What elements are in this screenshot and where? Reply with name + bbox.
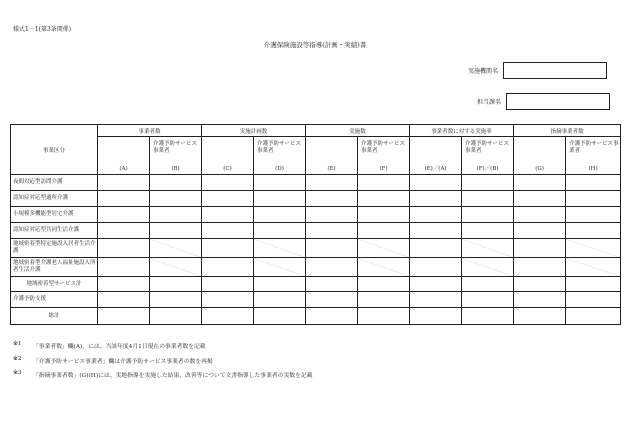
row-label: 地域密着型特定施設入居者生活介護 — [11, 239, 98, 258]
data-cell[interactable] — [98, 223, 150, 239]
group-title: 事業者数に対する実施率 — [410, 125, 514, 137]
row-label: 介護予防支援 — [11, 292, 98, 308]
data-cell[interactable] — [410, 277, 462, 292]
data-cell[interactable] — [202, 191, 254, 207]
data-cell[interactable] — [254, 258, 306, 277]
data-cell[interactable] — [98, 239, 150, 258]
data-cell[interactable] — [306, 292, 358, 308]
data-cell[interactable] — [410, 207, 462, 223]
note: ※3 「指摘事業者数」(G)(H)には、実地指導を実施した結果、改善等について文書指導した事業者の実数を記載 — [13, 370, 313, 379]
group-title: 指摘事業者数 — [514, 125, 621, 137]
group-title: 実施計画数 — [202, 125, 306, 137]
data-cell[interactable] — [150, 223, 202, 239]
data-cell[interactable] — [514, 308, 566, 325]
row-label: 小規模多機能型居宅介護 — [11, 207, 98, 223]
department-name-input[interactable] — [506, 93, 610, 110]
code-a-cell: (E) — [306, 137, 358, 175]
table-row — [11, 239, 621, 258]
data-cell[interactable] — [306, 207, 358, 223]
row-header: 事業区分 — [11, 125, 98, 175]
sub-header-cell: 介護予防サービス事業者 (B) — [150, 137, 202, 175]
data-cell[interactable] — [202, 258, 254, 277]
data-cell[interactable] — [566, 308, 621, 325]
data-cell[interactable] — [462, 292, 514, 308]
note: ※1 「事業者数」欄(A)、には、当該年度4月1日現在の事業者数を記載 — [13, 341, 206, 350]
data-cell[interactable] — [306, 239, 358, 258]
data-cell[interactable] — [150, 207, 202, 223]
data-cell[interactable] — [254, 239, 306, 258]
data-cell[interactable] — [462, 277, 514, 292]
table-row — [11, 277, 621, 292]
data-cell[interactable] — [98, 292, 150, 308]
data-cell[interactable] — [358, 207, 410, 223]
data-cell[interactable] — [254, 175, 306, 191]
data-cell[interactable] — [358, 191, 410, 207]
data-cell[interactable] — [150, 308, 202, 325]
data-cell[interactable] — [306, 308, 358, 325]
document-title: 介護保険施設等指導(計画・実績)書 — [263, 41, 367, 49]
data-cell[interactable] — [462, 239, 514, 258]
data-cell[interactable] — [410, 292, 462, 308]
sub-header-cell: 介護予防サービス事業者 (H) — [566, 137, 621, 175]
data-cell[interactable] — [202, 207, 254, 223]
table-row — [11, 258, 621, 277]
data-cell[interactable] — [566, 175, 621, 191]
table-row — [11, 292, 621, 308]
data-cell[interactable] — [150, 191, 202, 207]
code-a-cell: (C) — [202, 137, 254, 175]
data-cell[interactable] — [254, 292, 306, 308]
data-cell[interactable] — [514, 258, 566, 277]
code-a-cell: (E)／(A) — [410, 137, 462, 175]
code-a-cell: (G) — [514, 137, 566, 175]
agency-name-field — [468, 62, 607, 79]
row-label: 地域密着型介護老人福祉施設入所者生活介護 — [11, 258, 98, 277]
sub-header-cell: 介護予防サービス事業者 (F)／(B) — [462, 137, 514, 175]
data-cell[interactable] — [462, 191, 514, 207]
data-cell[interactable] — [514, 292, 566, 308]
data-cell[interactable] — [358, 175, 410, 191]
form-id: 様式1－1(第3条関係) — [13, 26, 72, 33]
data-cell[interactable] — [254, 308, 306, 325]
data-cell[interactable] — [202, 239, 254, 258]
data-cell[interactable] — [514, 239, 566, 258]
data-cell[interactable] — [410, 239, 462, 258]
data-cell[interactable] — [254, 223, 306, 239]
sub-header-cell: 介護予防サービス事業者 (F) — [358, 137, 410, 175]
group-title: 実施数 — [306, 125, 410, 137]
data-cell[interactable] — [514, 277, 566, 292]
data-cell[interactable] — [98, 308, 150, 325]
row-label: 地域密着型サービス計 — [11, 277, 98, 292]
data-cell[interactable] — [150, 292, 202, 308]
note: ※2 「介護予防サービス事業者」欄は介護予防サービス事業者の数を再掲 — [13, 356, 213, 365]
data-cell[interactable] — [202, 223, 254, 239]
data-cell[interactable] — [514, 207, 566, 223]
data-cell[interactable] — [566, 223, 621, 239]
data-cell[interactable] — [566, 191, 621, 207]
table-row — [11, 191, 621, 207]
data-cell[interactable] — [98, 277, 150, 292]
row-label: 認知症対応型共同生活介護 — [11, 223, 98, 239]
data-cell[interactable] — [98, 207, 150, 223]
data-cell[interactable] — [462, 308, 514, 325]
data-cell[interactable] — [150, 175, 202, 191]
table-row — [11, 308, 621, 325]
agency-name-label: 実施機関名 — [468, 68, 499, 75]
data-cell[interactable] — [306, 277, 358, 292]
data-cell[interactable] — [410, 175, 462, 191]
guidance-table — [10, 124, 621, 325]
row-label: 夜間対応型訪問介護 — [11, 175, 98, 191]
data-cell[interactable] — [202, 175, 254, 191]
data-cell[interactable] — [254, 277, 306, 292]
department-name-field — [477, 93, 610, 110]
data-cell[interactable] — [514, 175, 566, 191]
data-cell[interactable] — [306, 258, 358, 277]
data-cell[interactable] — [410, 223, 462, 239]
data-cell[interactable] — [462, 207, 514, 223]
data-cell[interactable] — [410, 258, 462, 277]
data-cell[interactable] — [358, 308, 410, 325]
data-cell[interactable] — [358, 239, 410, 258]
data-cell[interactable] — [462, 175, 514, 191]
data-cell[interactable] — [566, 277, 621, 292]
data-cell[interactable] — [514, 223, 566, 239]
agency-name-input[interactable] — [503, 62, 607, 79]
data-cell[interactable] — [410, 308, 462, 325]
table-row — [11, 207, 621, 223]
data-cell[interactable] — [150, 277, 202, 292]
data-cell[interactable] — [566, 207, 621, 223]
data-cell[interactable] — [202, 308, 254, 325]
data-cell[interactable] — [566, 239, 621, 258]
data-cell[interactable] — [254, 207, 306, 223]
data-cell[interactable] — [202, 292, 254, 308]
data-cell[interactable] — [98, 258, 150, 277]
data-cell[interactable] — [410, 191, 462, 207]
data-cell[interactable] — [254, 191, 306, 207]
data-cell[interactable] — [566, 292, 621, 308]
data-cell[interactable] — [150, 258, 202, 277]
data-cell[interactable] — [306, 175, 358, 191]
row-label: 認知症対応型通所介護 — [11, 191, 98, 207]
table-row — [11, 223, 621, 239]
group-title: 事業者数 — [98, 125, 202, 137]
data-cell[interactable] — [306, 191, 358, 207]
table-row — [11, 175, 621, 191]
data-cell[interactable] — [98, 175, 150, 191]
sub-header-cell: 介護予防サービス事業者 (D) — [254, 137, 306, 175]
data-cell[interactable] — [358, 258, 410, 277]
data-cell[interactable] — [150, 239, 202, 258]
department-name-label: 担当課名 — [477, 99, 502, 106]
data-cell[interactable] — [202, 277, 254, 292]
data-cell[interactable] — [358, 292, 410, 308]
code-a-cell: (A) — [98, 137, 150, 175]
data-cell[interactable] — [306, 223, 358, 239]
data-cell[interactable] — [462, 223, 514, 239]
data-cell[interactable] — [462, 258, 514, 277]
data-cell[interactable] — [566, 258, 621, 277]
data-cell[interactable] — [514, 191, 566, 207]
data-cell[interactable] — [98, 191, 150, 207]
data-cell[interactable] — [358, 277, 410, 292]
row-label: 総計 — [11, 308, 98, 325]
data-cell[interactable] — [358, 223, 410, 239]
